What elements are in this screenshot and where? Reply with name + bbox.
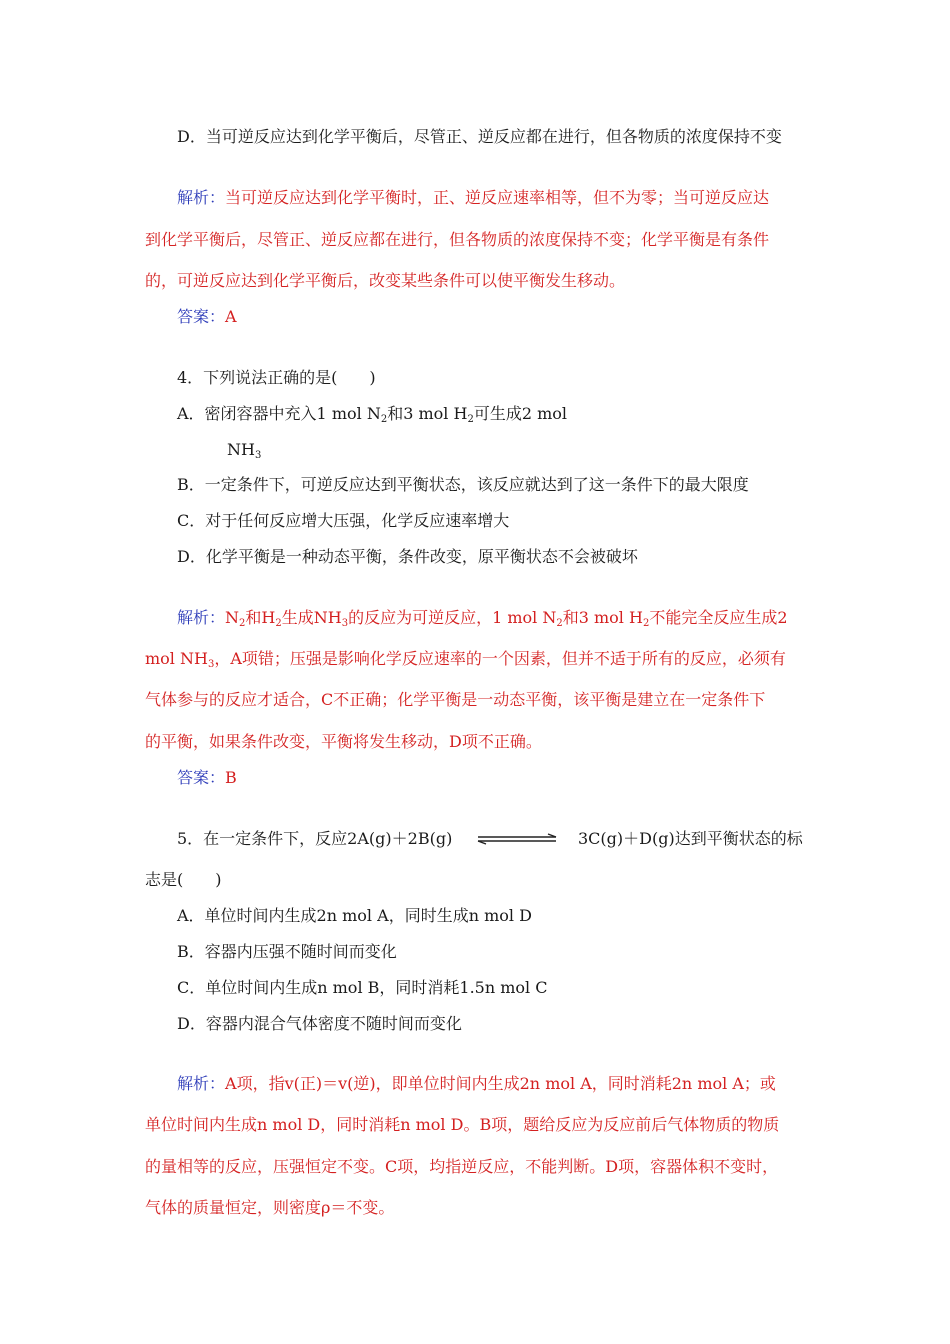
q4-analysis-line-2: mol $NH_3$，A项错；压强是影响化学反应速率的一个因素，但并不适于所有的反应，必须有 bbox=[145, 649, 786, 670]
q5-option-d: D．容器内混合气体密度不随时间而变化 bbox=[177, 1014, 462, 1033]
q5-analysis-line-2: 单位时间内生成n mol D，同时消耗n mol D。B项，题给反应为反应前后气体物质的物质 bbox=[145, 1115, 780, 1134]
analysis-label: 解析： bbox=[177, 608, 226, 627]
q5-analysis-line-1 bbox=[177, 1073, 776, 1095]
analysis-label: 解析： bbox=[177, 188, 226, 207]
q4-option-b: B．一定条件下，可逆反应达到平衡状态，该反应就达到了这一条件下的最大限度 bbox=[177, 475, 749, 494]
q4-option-a-continued: $NH_3$ bbox=[227, 440, 262, 461]
q5-analysis-line-3: 的量相等的反应，压强恒定不变。C项，均指逆反应，不能判断。D项，容器体积不变时， bbox=[145, 1157, 779, 1176]
q3-analysis-line-1 bbox=[177, 187, 769, 209]
q4-analysis-line-4: 的平衡，如果条件改变，平衡将发生移动，D项不正确。 bbox=[145, 732, 542, 751]
q5-analysis-line-4: 气体的质量恒定，则密度ρ＝不变。 bbox=[145, 1198, 395, 1217]
q3-analysis-line-3: 的，可逆反应达到化学平衡后，改变某些条件可以使平衡发生移动。 bbox=[145, 271, 626, 290]
q4-answer bbox=[177, 767, 237, 789]
equilibrium-arrow-icon bbox=[476, 833, 558, 845]
q4-option-d: D．化学平衡是一种动态平衡，条件改变，原平衡状态不会被破坏 bbox=[177, 547, 638, 566]
analysis-text: 当可逆反应达到化学平衡时，正、逆反应速率相等，但不为零；当可逆反应达 bbox=[225, 188, 770, 207]
q3-answer bbox=[177, 306, 237, 328]
q4-stem: 4．下列说法正确的是( ) bbox=[177, 368, 376, 387]
analysis-label: 解析： bbox=[177, 1074, 226, 1093]
q5-option-b: B．容器内压强不随时间而变化 bbox=[177, 942, 397, 961]
q4-analysis-line-1: 解析：$N_2$和$H_2$生成$NH_3$的反应为可逆反应，1 mol $N_2$和3 mol $H_2$不能完全反应生成2 bbox=[177, 608, 788, 629]
answer-label: 答案： bbox=[177, 768, 226, 787]
q3-analysis-line-2: 到化学平衡后，尽管正、逆反应都在进行，但各物质的浓度保持不变；化学平衡是有条件 bbox=[145, 230, 770, 249]
q5-option-c: C．单位时间内生成n mol B，同时消耗1.5n mol C bbox=[177, 978, 548, 997]
q4-option-a: A．密闭容器中充入1 mol $N_2$和3 mol $H_2$可生成2 mol bbox=[177, 404, 568, 425]
analysis-text: A项，指v(正)＝v(逆)，即单位时间内生成2n mol A，同时消耗2n mol A；或 bbox=[225, 1074, 776, 1093]
q4-option-c: C．对于任何反应增大压强，化学反应速率增大 bbox=[177, 511, 510, 530]
answer-label: 答案： bbox=[177, 307, 226, 326]
q5-option-a: A．单位时间内生成2n mol A，同时生成n mol D bbox=[177, 906, 532, 925]
q4-analysis-line-3: 气体参与的反应才适合，C不正确；化学平衡是一动态平衡，该平衡是建立在一定条件下 bbox=[145, 690, 766, 709]
q5-stem-part-2: 3C(g)＋D(g)达到平衡状态的标 bbox=[578, 829, 803, 848]
answer-value: B bbox=[225, 768, 237, 787]
q3-option-d: D．当可逆反应达到化学平衡后，尽管正、逆反应都在进行，但各物质的浓度保持不变 bbox=[177, 127, 782, 146]
q5-stem-part-1: 5．在一定条件下，反应2A(g)＋2B(g) bbox=[177, 829, 453, 848]
answer-value: A bbox=[225, 307, 237, 326]
q5-stem-line-2: 志是( ) bbox=[145, 870, 222, 889]
